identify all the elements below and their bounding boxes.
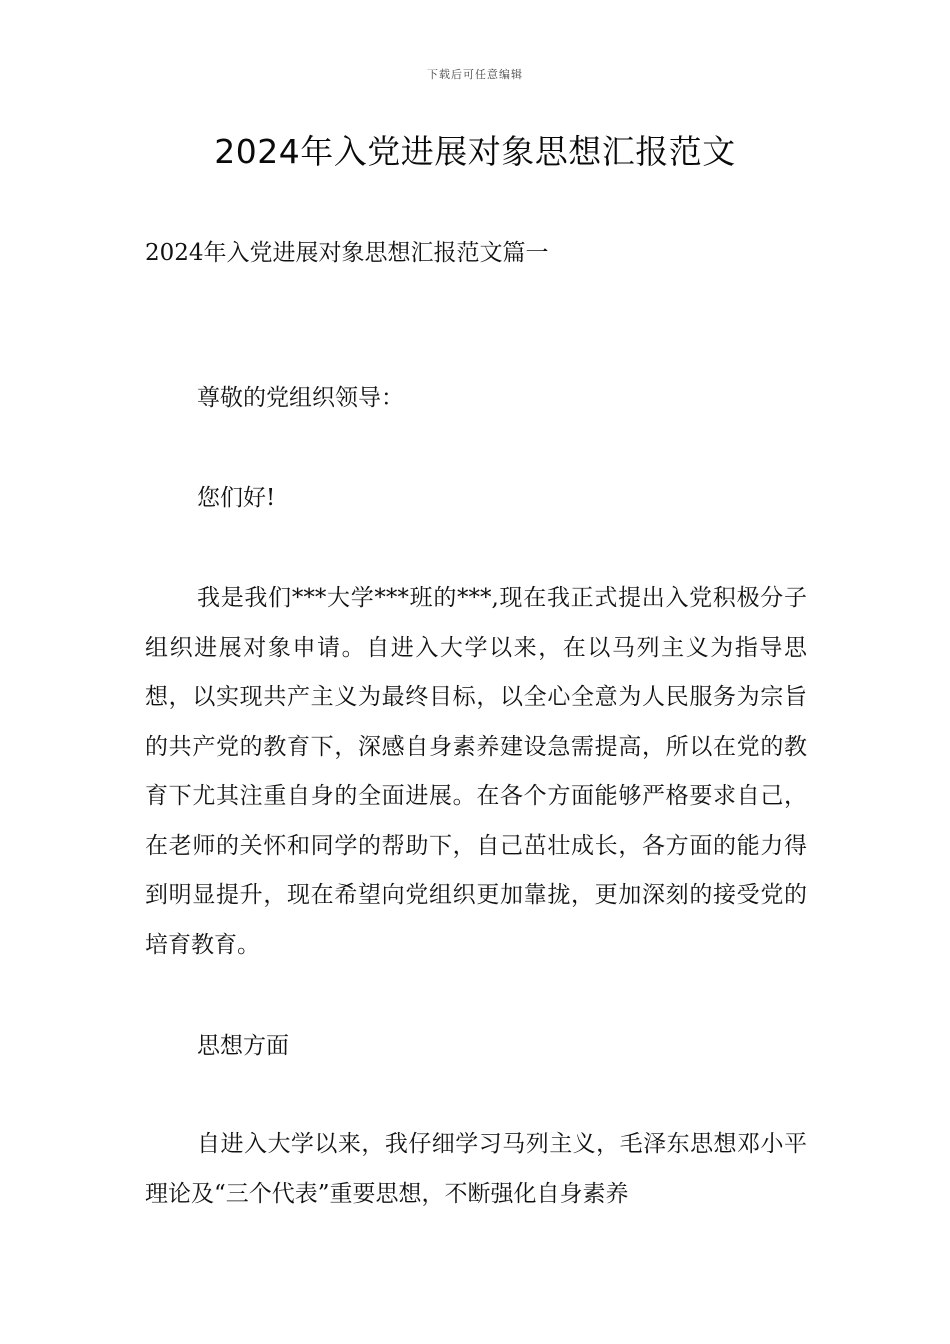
header-note: 下载后可任意编辑 [427,68,523,81]
body-paragraph-1: 我是我们***大学***班的***,现在我正式提出入党积极分子组织进展对象申请。自进入大学以来，在以马列主义为指导思想，以实现共产主义为最终目标，以全心全意为人民服务为宗旨的共产党的教育下，深感自身素养建设急需提高，所以在党的教育下尤其注重自身的全面进展。在各个方面能够严格要求自己，在老师的关怀和同学的帮助下，自己茁壮成长，各方面的能力得到明显提升，现在希望向党组织更加靠拢，更加深刻的接受党的培育教育。 [145,585,807,958]
salutation: 尊敬的党组织领导： [197,385,404,411]
body-paragraph-2: 自进入大学以来，我仔细学习马列主义，毛泽东思想邓小平理论及“三个代表”重要思想，不断强化自身素养 [145,1131,807,1207]
greeting: 您们好! [197,485,276,511]
document-title: 2024年入党进展对象思想汇报范文 [214,132,736,171]
section-heading: 2024年入党进展对象思想汇报范文篇一 [145,240,549,266]
sub-heading-thought: 思想方面 [197,1033,289,1059]
